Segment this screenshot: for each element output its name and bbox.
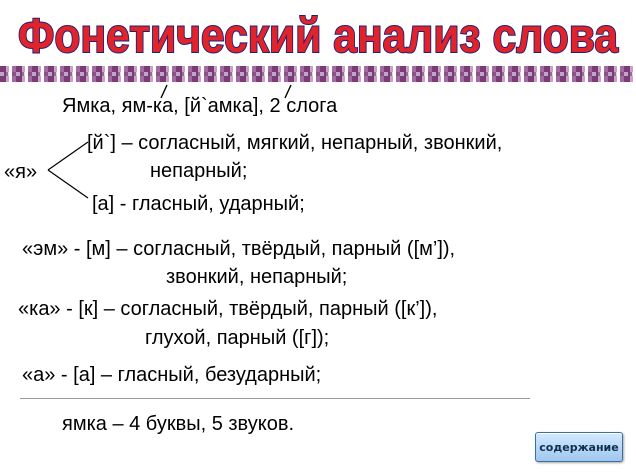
a-line: «а» - [а] – гласный, безударный; [22,364,322,386]
slide-title-text: Фонетический анализ слова [18,10,619,63]
word-syllables-line: Ямка, ям-ка, [й`амка], 2 слога [62,95,338,117]
stress-mark-icon [283,84,293,100]
ka-line-2: глухой, парный ([г]); [145,327,330,349]
decorative-band [0,66,636,82]
em-line-2: звонкий, непарный; [166,266,348,288]
slide-title [0,2,636,66]
ya-sound-1-line-2: непарный; [150,160,248,182]
ya-sound-1-line-1: [й`] – согласный, мягкий, непарный, звонкий, [87,132,503,154]
divider [20,398,530,399]
contents-button[interactable]: содержание [535,432,623,462]
ya-letter-label: «я» [4,161,38,183]
ya-sound-2-line: [а] - гласный, ударный; [92,193,305,215]
summary-line: ямка – 4 буквы, 5 звуков. [62,413,295,435]
branch-lines [44,138,92,202]
ka-line-1: «ка» - [к] – согласный, твёрдый, парный ([к’]), [18,298,438,320]
stress-mark-icon [159,84,169,100]
em-line-1: «эм» - [м] – согласный, твёрдый, парный ([м’]), [22,238,456,260]
